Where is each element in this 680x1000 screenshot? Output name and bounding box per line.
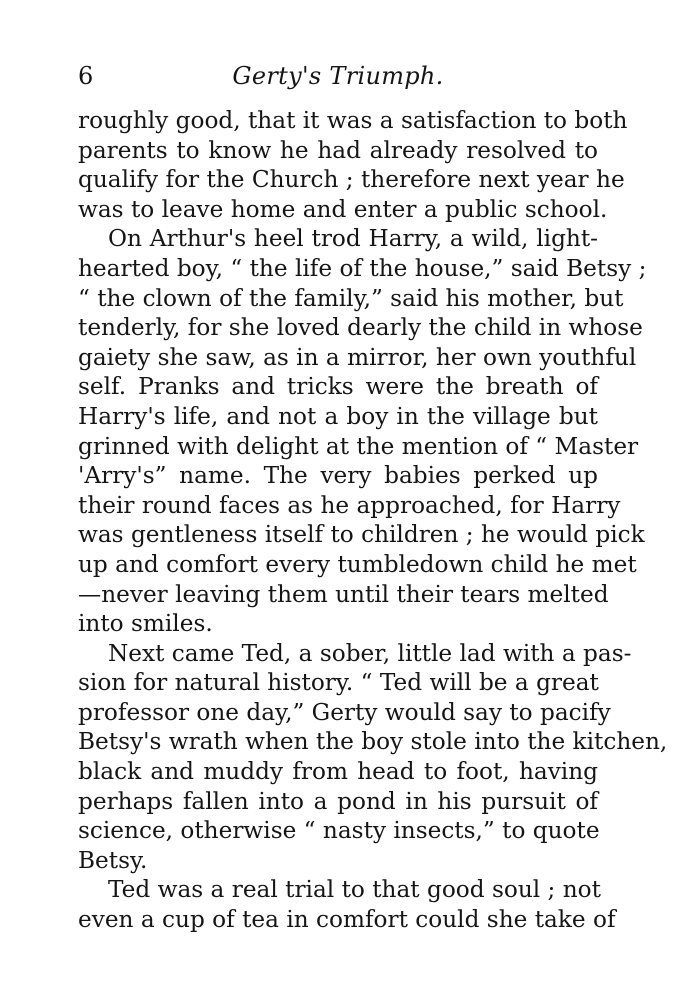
text-line: “ the clown of the family,” said his mother, but	[78, 284, 624, 312]
text-line: black and muddy from head to foot, having	[78, 758, 598, 786]
text-line: 'Arry's” name. The very babies perked up	[78, 462, 598, 490]
paragraph	[78, 875, 616, 934]
text-line: sion for natural history. “ Ted will be a great	[78, 669, 599, 697]
text-line: Betsy.	[78, 846, 148, 874]
text-line: —never leaving them until their tears melted	[78, 580, 609, 608]
text-line: parents to know he had already resolved to	[78, 136, 598, 164]
text-line: grinned with delight at the mention of “ Master	[78, 432, 639, 460]
text-line: Ted was a real trial to that good soul ; not	[108, 876, 601, 904]
page-number: 6	[78, 62, 94, 90]
page-header	[78, 58, 598, 94]
text-line: science, otherwise “ nasty insects,” to quote	[78, 817, 600, 845]
text-line: Next came Ted, a sober, little lad with a pas-	[108, 639, 632, 667]
text-line: Betsy's wrath when the boy stole into the kitchen,	[78, 728, 668, 756]
text-line: their round faces as he approached, for Harry	[78, 491, 621, 519]
text-line: tenderly, for she loved dearly the child in whose	[78, 314, 643, 342]
text-line: was to leave home and enter a public school.	[78, 195, 608, 223]
text-line: into smiles.	[78, 610, 213, 638]
text-line: up and comfort every tumbledown child he met	[78, 550, 637, 578]
body-text	[78, 106, 668, 935]
text-line: self. Pranks and tricks were the breath of	[78, 373, 598, 401]
paragraph	[78, 639, 668, 876]
text-line: was gentleness itself to children ; he would pick	[78, 521, 645, 549]
running-title: Gerty's Triumph.	[232, 62, 444, 90]
text-line: On Arthur's heel trod Harry, a wild, light-	[108, 225, 598, 253]
text-line: gaiety she saw, as in a mirror, her own youthful	[78, 343, 637, 371]
text-line: professor one day,” Gerty would say to pacify	[78, 698, 611, 726]
paragraph	[78, 106, 628, 224]
text-line: Harry's life, and not a boy in the village but	[78, 402, 598, 430]
text-line: roughly good, that it was a satisfaction to both	[78, 107, 628, 134]
text-line: hearted boy, “ the life of the house,” said Betsy ;	[78, 254, 647, 282]
text-line: even a cup of tea in comfort could she take of	[78, 906, 616, 934]
paragraph	[78, 224, 647, 638]
text-line: qualify for the Church ; therefore next year he	[78, 166, 625, 194]
text-line: perhaps fallen into a pond in his pursuit of	[78, 787, 598, 815]
